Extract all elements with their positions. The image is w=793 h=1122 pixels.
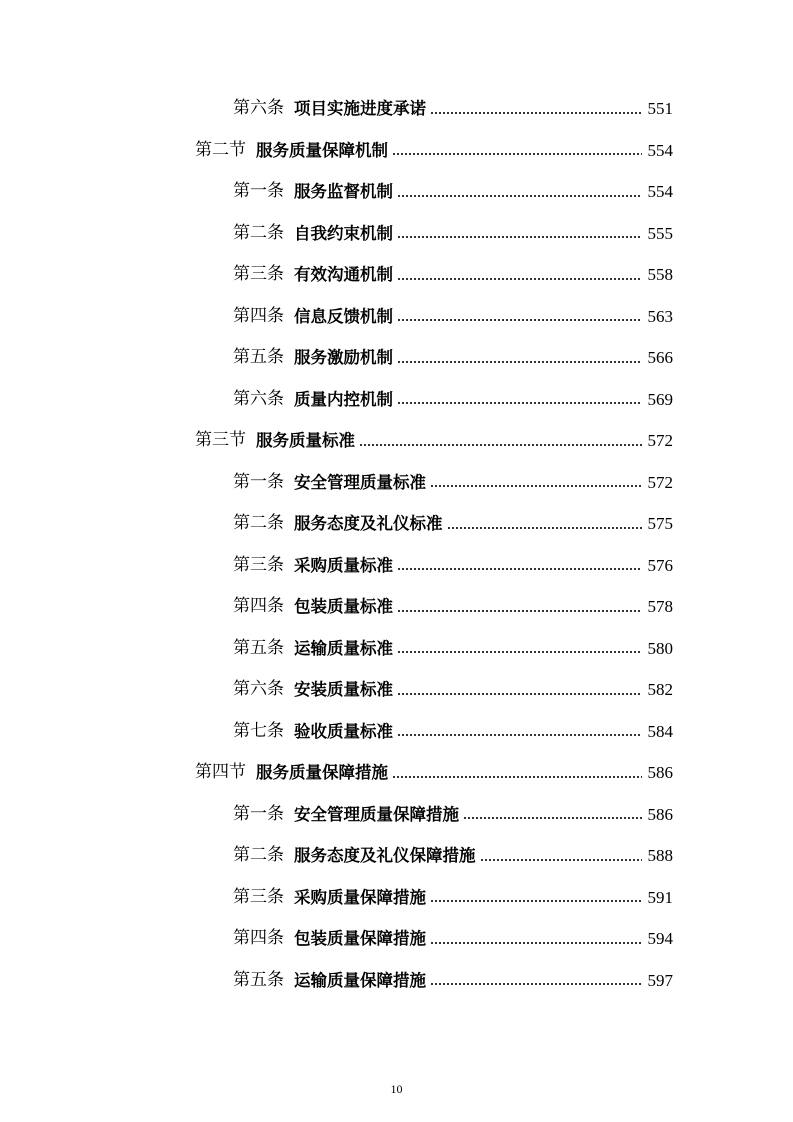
toc-entry-page: 575	[647, 514, 673, 533]
toc-entry-title: 项目实施进度承诺	[294, 99, 426, 118]
toc-entry-page: 554	[647, 182, 673, 201]
toc-entry[interactable]	[0, 794, 793, 836]
toc-entry-label: 第二节	[195, 139, 246, 160]
toc-entry[interactable]	[0, 130, 793, 172]
toc-entry-title: 安全管理质量标准	[294, 472, 426, 492]
toc-entry-page: 580	[647, 638, 673, 658]
toc-entry-label: 第三条	[233, 886, 284, 907]
toc-entry-title: 包装质量标准	[294, 597, 393, 616]
toc-entry-title: 安全管理质量保障措施	[294, 804, 459, 824]
toc-entry-title: 服务态度及礼仪保障措施	[294, 846, 476, 865]
toc-entry[interactable]	[0, 586, 793, 628]
toc-entry[interactable]	[0, 88, 793, 130]
toc-entry-page: 582	[647, 680, 673, 699]
toc-dot-leader	[447, 527, 643, 529]
toc-entry-page: 551	[647, 99, 673, 118]
toc-entry-page: 597	[647, 970, 673, 990]
toc-dot-leader	[397, 568, 642, 570]
toc-entry-label: 第四条	[233, 596, 284, 616]
toc-entry-label: 第六条	[233, 388, 284, 409]
toc-dot-leader	[480, 859, 643, 861]
toc-entry[interactable]	[0, 296, 793, 338]
toc-entry[interactable]	[0, 877, 793, 919]
toc-entry-label: 第二条	[233, 222, 284, 243]
toc-entry-page: 586	[647, 804, 673, 824]
toc-entry-page: 569	[647, 389, 673, 409]
toc-entry-label: 第三条	[233, 554, 284, 575]
table-of-contents	[0, 88, 793, 1001]
toc-dot-leader	[430, 112, 642, 114]
toc-entry-title: 验收质量标准	[294, 721, 393, 741]
toc-entry-title: 服务质量标准	[256, 431, 355, 450]
toc-dot-leader	[397, 236, 642, 238]
toc-entry[interactable]	[0, 545, 793, 587]
toc-entry[interactable]	[0, 462, 793, 504]
toc-entry-label: 第五条	[233, 347, 284, 367]
toc-entry-label: 第三条	[233, 264, 284, 284]
toc-entry-title: 信息反馈机制	[294, 306, 393, 326]
toc-entry[interactable]	[0, 503, 793, 545]
toc-entry[interactable]	[0, 254, 793, 296]
toc-entry-page: 563	[647, 306, 673, 326]
toc-entry-label: 第六条	[233, 98, 284, 118]
toc-entry[interactable]	[0, 835, 793, 877]
toc-entry-page: 594	[647, 929, 673, 948]
toc-entry-label: 第三节	[195, 430, 246, 450]
page-number: 10	[390, 1082, 403, 1096]
toc-entry[interactable]	[0, 752, 793, 794]
toc-dot-leader	[430, 983, 642, 985]
toc-entry-label: 第四节	[195, 762, 246, 782]
toc-entry-title: 服务质量保障机制	[256, 140, 388, 160]
toc-dot-leader	[430, 900, 642, 902]
toc-dot-leader	[397, 610, 642, 612]
toc-dot-leader	[397, 195, 642, 197]
toc-entry-page: 591	[647, 887, 673, 907]
toc-entry-label: 第二条	[233, 845, 284, 865]
toc-entry[interactable]	[0, 379, 793, 421]
toc-entry-page: 576	[647, 555, 673, 575]
toc-entry-page: 572	[647, 472, 673, 492]
toc-dot-leader	[430, 485, 642, 487]
toc-entry[interactable]	[0, 711, 793, 753]
toc-entry-label: 第一条	[233, 181, 284, 201]
toc-entry[interactable]	[0, 213, 793, 255]
toc-entry-title: 自我约束机制	[294, 223, 393, 243]
toc-dot-leader	[359, 444, 642, 446]
toc-entry-page: 586	[647, 763, 673, 782]
toc-dot-leader	[463, 817, 642, 819]
toc-dot-leader	[397, 319, 642, 321]
toc-entry-page: 558	[647, 265, 673, 284]
toc-entry-title: 质量内控机制	[294, 389, 393, 409]
toc-entry[interactable]	[0, 669, 793, 711]
toc-entry-title: 服务态度及礼仪标准	[294, 514, 443, 533]
toc-entry-title: 服务激励机制	[294, 348, 393, 367]
toc-entry-page: 554	[647, 140, 673, 160]
toc-entry-page: 578	[647, 597, 673, 616]
toc-dot-leader	[397, 651, 642, 653]
toc-entry-label: 第七条	[233, 720, 284, 741]
toc-dot-leader	[392, 153, 642, 155]
toc-entry[interactable]	[0, 960, 793, 1002]
toc-entry[interactable]	[0, 918, 793, 960]
toc-entry-title: 采购质量标准	[294, 555, 393, 575]
toc-dot-leader	[397, 361, 642, 363]
toc-entry-title: 运输质量保障措施	[294, 970, 426, 990]
toc-entry-label: 第六条	[233, 679, 284, 699]
toc-entry-title: 服务质量保障措施	[256, 763, 388, 782]
toc-dot-leader	[397, 402, 642, 404]
toc-entry-title: 服务监督机制	[294, 182, 393, 201]
toc-entry-label: 第五条	[233, 969, 284, 990]
toc-dot-leader	[430, 942, 642, 944]
toc-entry-page: 555	[647, 223, 673, 243]
toc-entry-label: 第四条	[233, 928, 284, 948]
toc-dot-leader	[397, 278, 642, 280]
toc-entry[interactable]	[0, 337, 793, 379]
toc-entry-title: 采购质量保障措施	[294, 887, 426, 907]
toc-entry[interactable]	[0, 628, 793, 670]
toc-entry-label: 第四条	[233, 305, 284, 326]
toc-entry-label: 第五条	[233, 637, 284, 658]
toc-entry-title: 安装质量标准	[294, 680, 393, 699]
toc-entry-title: 运输质量标准	[294, 638, 393, 658]
toc-entry-title: 包装质量保障措施	[294, 929, 426, 948]
toc-entry-page: 572	[647, 431, 673, 450]
toc-entry-label: 第一条	[233, 471, 284, 492]
toc-entry-title: 有效沟通机制	[294, 265, 393, 284]
toc-entry[interactable]	[0, 420, 793, 462]
toc-entry-page: 584	[647, 721, 673, 741]
toc-entry[interactable]	[0, 171, 793, 213]
toc-entry-page: 566	[647, 348, 673, 367]
toc-dot-leader	[392, 776, 642, 778]
toc-dot-leader	[397, 693, 642, 695]
toc-entry-page: 588	[647, 846, 673, 865]
toc-entry-label: 第一条	[233, 803, 284, 824]
toc-entry-label: 第二条	[233, 513, 284, 533]
toc-dot-leader	[397, 734, 642, 736]
